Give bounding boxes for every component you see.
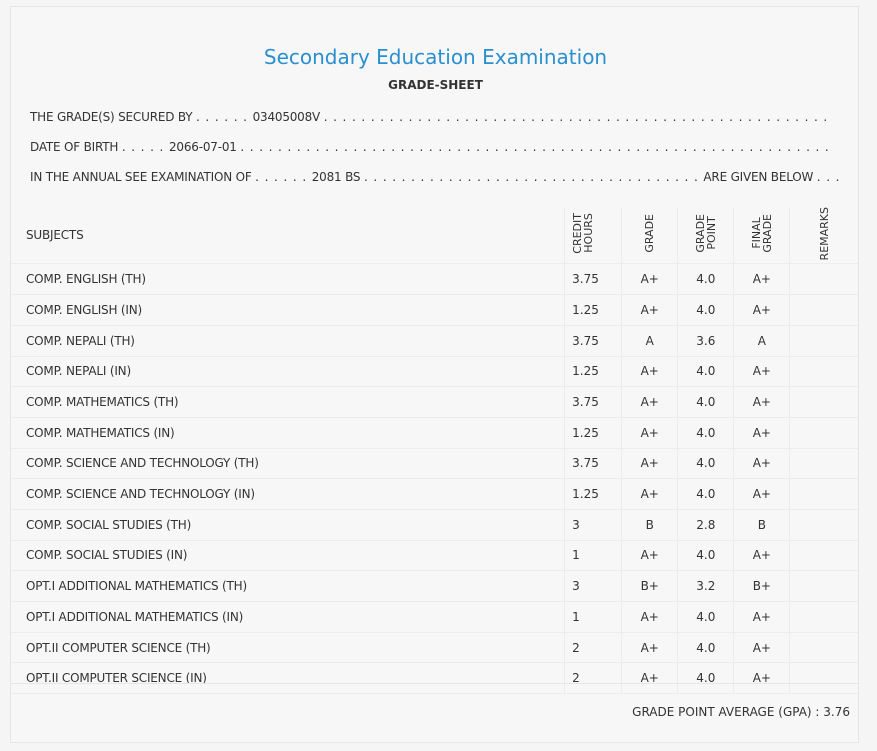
remarks-cell [790,632,858,663]
grade-cell: A+ [622,540,678,571]
grade-point-cell: 4.0 [678,264,734,295]
subject-cell: COMP. NEPALI (TH) [11,325,565,356]
grade-point-cell: 2.8 [678,509,734,540]
table-row [11,325,858,356]
final-grade-cell: A+ [734,356,790,387]
credit-hours-cell: 1 [565,540,622,571]
final-grade-cell: A+ [734,479,790,510]
subject-cell: OPT.I ADDITIONAL MATHEMATICS (IN) [11,602,565,633]
grade-point-cell: 4.0 [678,387,734,418]
dob-value: 2066-07-01 [168,140,237,154]
table-row [11,448,858,479]
final-grade-cell: A+ [734,540,790,571]
table-row [11,632,858,663]
subject-cell: COMP. SCIENCE AND TECHNOLOGY (TH) [11,448,565,479]
exam-year: 2081 BS [311,170,361,184]
subject-cell: COMP. MATHEMATICS (TH) [11,387,565,418]
remarks-cell [790,417,858,448]
grade-cell: A+ [622,632,678,663]
final-grade-cell: A [734,325,790,356]
grade-point-cell: 4.0 [678,663,734,694]
grade-cell: A+ [622,264,678,295]
header-credit-hours: CREDIT HOURS [565,207,622,264]
grade-cell: A+ [622,387,678,418]
final-grade-cell: A+ [734,602,790,633]
remarks-cell [790,356,858,387]
grade-point-cell: 4.0 [678,356,734,387]
grade-cell: A+ [622,356,678,387]
page-title: Secondary Education Examination [263,45,608,69]
final-grade-cell: A+ [734,417,790,448]
table-row [11,417,858,448]
dob-label: DATE OF BIRTH [30,140,119,154]
grade-cell: A+ [622,663,678,694]
final-grade-cell: A+ [734,387,790,418]
gpa-divider [11,683,858,684]
table-row [11,387,858,418]
header-subjects: SUBJECTS [11,207,565,264]
credit-hours-cell: 3 [565,571,622,602]
gpa-label: GRADE POINT AVERAGE (GPA) : [632,705,820,719]
exam-suffix: ARE GIVEN BELOW [703,170,814,184]
grade-point-cell: 3.2 [678,571,734,602]
credit-hours-cell: 3.75 [565,264,622,295]
grade-sheet-card [10,6,859,743]
remarks-cell [790,325,858,356]
table-header-row [11,207,858,264]
gpa-summary [632,705,850,719]
secured-by-label: THE GRADE(S) SECURED BY [30,110,193,124]
grade-cell: A+ [622,602,678,633]
grade-cell: B [622,509,678,540]
subject-cell: COMP. SCIENCE AND TECHNOLOGY (IN) [11,479,565,510]
grade-point-cell: 4.0 [678,632,734,663]
info-exam-year: IN THE ANNUAL SEE EXAMINATION OF . . . . . . 2081 BS . . . . . . . . . . . . . . . . . . . . . . . . . . . . . . . . . . . . ARE GIVEN BELOW . . . [30,170,841,184]
header-remarks: REMARKS [790,207,858,264]
final-grade-cell: A+ [734,663,790,694]
credit-hours-cell: 3.75 [565,325,622,356]
final-grade-cell: B+ [734,571,790,602]
table-row [11,663,858,694]
remarks-cell [790,295,858,326]
credit-hours-cell: 1.25 [565,417,622,448]
subject-cell: OPT.II COMPUTER SCIENCE (TH) [11,632,565,663]
subject-cell: COMP. ENGLISH (TH) [11,264,565,295]
subject-cell: COMP. SOCIAL STUDIES (IN) [11,540,565,571]
info-date-of-birth: DATE OF BIRTH . . . . . 2066-07-01 . . . . . . . . . . . . . . . . . . . . . . . . . . . . . . . . . . . . . . . . . . . . . . . . . . . . . . . . . . . . . . . [30,140,830,154]
subject-cell: OPT.I ADDITIONAL MATHEMATICS (TH) [11,571,565,602]
final-grade-cell: A+ [734,295,790,326]
credit-hours-cell: 3.75 [565,387,622,418]
info-secured-by: THE GRADE(S) SECURED BY . . . . . . 03405008V . . . . . . . . . . . . . . . . . . . . . . . . . . . . . . . . . . . . . . . . . . . . . . . . . . . . . . [30,110,829,124]
subject-cell: COMP. NEPALI (IN) [11,356,565,387]
header-grade: GRADE [622,207,678,264]
table-row [11,356,858,387]
grade-point-cell: 3.6 [678,325,734,356]
table-row [11,571,858,602]
grade-point-cell: 4.0 [678,602,734,633]
credit-hours-cell: 1.25 [565,356,622,387]
grade-cell: A+ [622,448,678,479]
remarks-cell [790,540,858,571]
header-grade-point: GRADE POINT [678,207,734,264]
remarks-cell [790,387,858,418]
symbol-number: 03405008V [252,110,321,124]
grade-point-cell: 4.0 [678,448,734,479]
table-row [11,509,858,540]
table-row [11,295,858,326]
credit-hours-cell: 1.25 [565,479,622,510]
credit-hours-cell: 3 [565,509,622,540]
subject-cell: COMP. MATHEMATICS (IN) [11,417,565,448]
grade-cell: A+ [622,295,678,326]
grade-cell: A+ [622,417,678,448]
subject-cell: COMP. ENGLISH (IN) [11,295,565,326]
final-grade-cell: A+ [734,448,790,479]
remarks-cell [790,663,858,694]
grade-cell: B+ [622,571,678,602]
remarks-cell [790,448,858,479]
grade-point-cell: 4.0 [678,417,734,448]
gpa-value: 3.76 [823,705,850,719]
credit-hours-cell: 2 [565,663,622,694]
final-grade-cell: A+ [734,264,790,295]
credit-hours-cell: 1.25 [565,295,622,326]
credit-hours-cell: 3.75 [565,448,622,479]
subject-cell: COMP. SOCIAL STUDIES (TH) [11,509,565,540]
table-row [11,602,858,633]
final-grade-cell: B [734,509,790,540]
grades-table [11,207,858,694]
table-row [11,264,858,295]
subject-cell: OPT.II COMPUTER SCIENCE (IN) [11,663,565,694]
grade-point-cell: 4.0 [678,295,734,326]
grade-cell: A [622,325,678,356]
remarks-cell [790,479,858,510]
grade-cell: A+ [622,479,678,510]
credit-hours-cell: 1 [565,602,622,633]
exam-label: IN THE ANNUAL SEE EXAMINATION OF [30,170,252,184]
remarks-cell [790,571,858,602]
table-row [11,540,858,571]
table-row [11,479,858,510]
remarks-cell [790,602,858,633]
grade-point-cell: 4.0 [678,479,734,510]
remarks-cell [790,509,858,540]
header-final-grade: FINAL GRADE [734,207,790,264]
credit-hours-cell: 2 [565,632,622,663]
final-grade-cell: A+ [734,632,790,663]
grade-point-cell: 4.0 [678,540,734,571]
page-subtitle: GRADE-SHEET [388,78,483,92]
remarks-cell [790,264,858,295]
